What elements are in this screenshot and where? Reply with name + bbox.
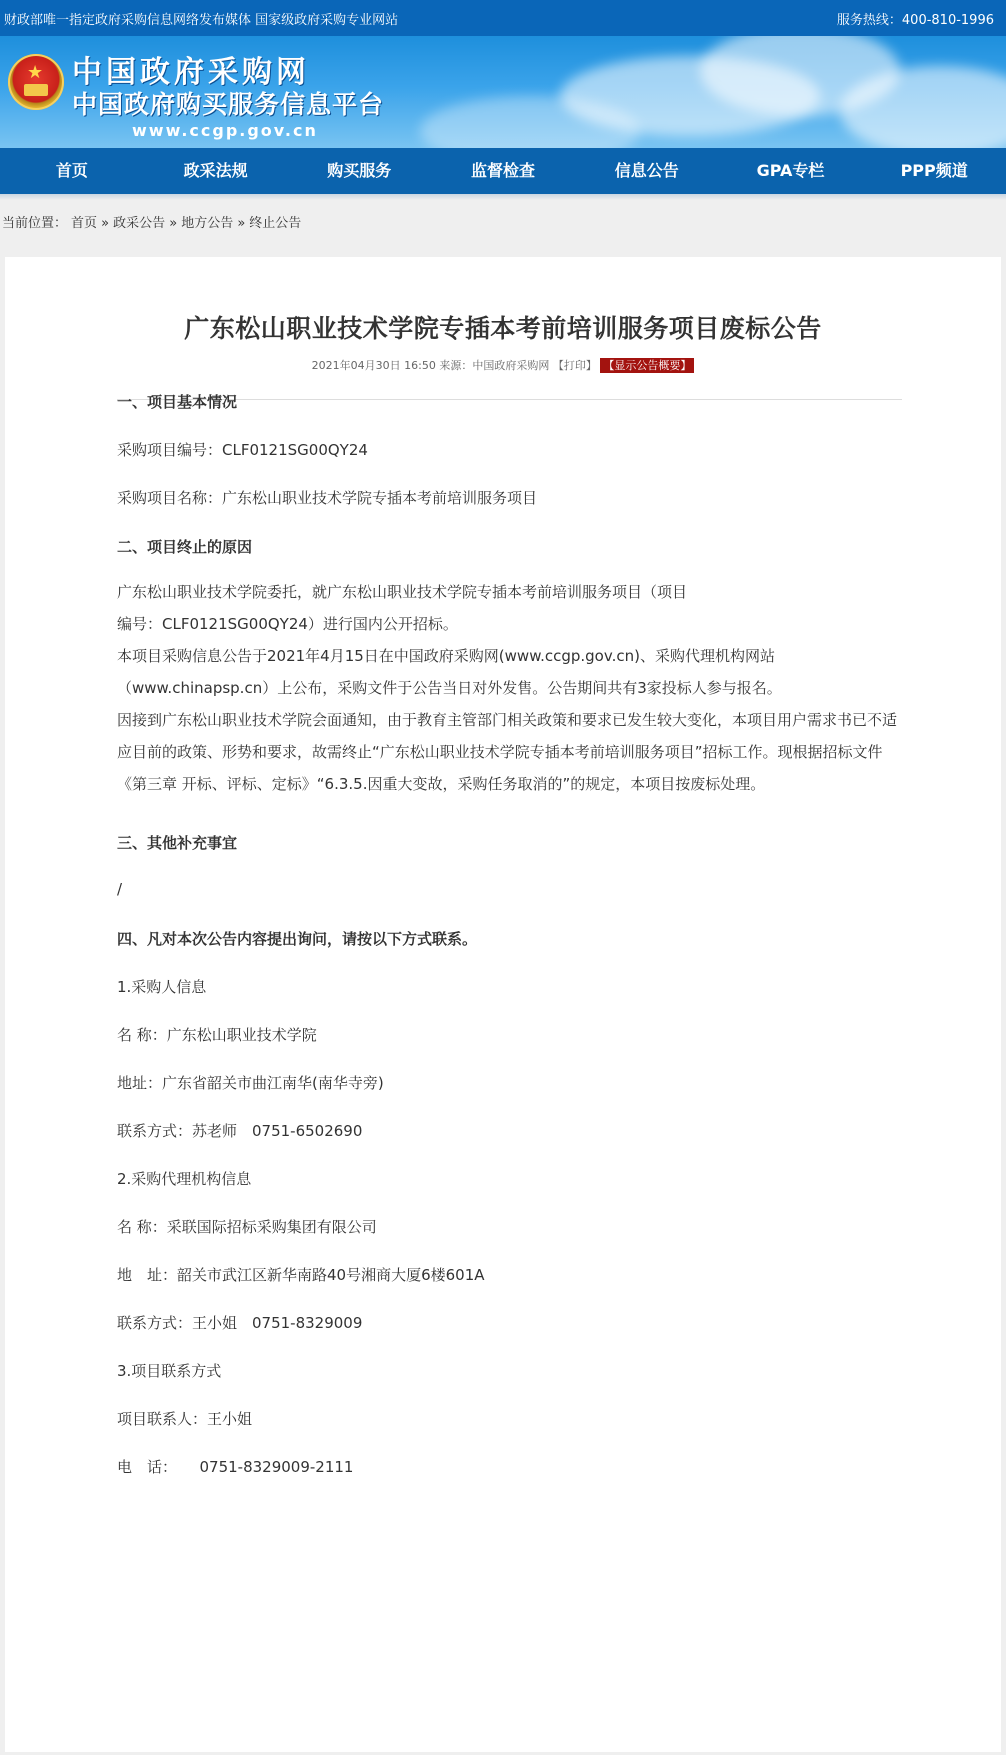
purchaser-heading: 1.采购人信息	[117, 978, 207, 996]
breadcrumb-local[interactable]: 地方公告 »	[181, 215, 246, 231]
logo-subtitle: 中国政府购买服务信息平台	[72, 90, 385, 119]
reason-paragraph-3: 因接到广东松山职业技术学院会面通知，由于教育主管部门相关政策和要求已发生较大变化，本项目用户需求书已不适应目前的政策、形势和要求，故需终止“广东松山职业技术学院专插本考前培训服务项目”招标工作。现根据招标文件《第三章 开标、评标、定标》“6.3.5.因重大变故，采购任务取消的”的规定，本项目按废标处理。	[117, 711, 898, 793]
section-heading-3: 三、其他补充事宜	[117, 834, 238, 852]
purchaser-name: 名 称：广东松山职业技术学院	[117, 1026, 317, 1044]
agency-contact: 联系方式：王小姐 0751-8329009	[117, 1314, 363, 1332]
hotline: 服务热线：400-810-1996	[836, 12, 994, 28]
section-heading-4: 四、凡对本次公告内容提出询问，请按以下方式联系。	[117, 930, 478, 948]
main-nav	[0, 148, 1006, 194]
breadcrumb-prefix: 当前位置：	[2, 215, 68, 231]
supplement-text: /	[117, 880, 123, 898]
agency-address: 地 址：韶关市武江区新华南路40号湘商大厦6楼601A	[117, 1266, 485, 1284]
nav-ppp[interactable]: PPP频道	[900, 161, 968, 180]
page-title: 广东松山职业技术学院专插本考前培训服务项目废标公告	[184, 314, 822, 343]
breadcrumb-termination[interactable]: 终止公告	[249, 215, 302, 231]
nav-home[interactable]: 首页	[55, 161, 88, 180]
project-contact-heading: 3.项目联系方式	[117, 1362, 222, 1380]
section-heading-2: 二、项目终止的原因	[117, 538, 253, 556]
purchaser-contact: 联系方式：苏老师 0751-6502690	[117, 1122, 363, 1140]
site-logo[interactable]	[72, 56, 384, 142]
project-contact-phone: 电 话： 0751-8329009-2111	[117, 1458, 354, 1476]
project-code: 采购项目编号：CLF0121SG00QY24	[117, 441, 368, 459]
national-emblem-icon[interactable]: ★	[8, 54, 64, 110]
purchaser-address: 地址：广东省韶关市曲江南华(南华寺旁)	[117, 1074, 384, 1092]
article-meta	[5, 357, 1001, 373]
nav-announcements[interactable]: 信息公告	[614, 161, 679, 180]
project-contact-person: 项目联系人：王小姐	[117, 1410, 253, 1428]
agency-heading: 2.采购代理机构信息	[117, 1170, 252, 1188]
breadcrumb	[0, 204, 1006, 238]
show-summary-button[interactable]: 【显示公告概要】	[600, 358, 694, 373]
nav-purchase-services[interactable]: 购买服务	[327, 161, 392, 180]
site-slogan: 财政部唯一指定政府采购信息网络发布媒体 国家级政府采购专业网站	[4, 12, 399, 28]
project-name: 采购项目名称：广东松山职业技术学院专插本考前培训服务项目	[117, 489, 538, 507]
nav-shadow	[0, 194, 1006, 200]
header-banner	[0, 36, 1006, 148]
top-info-bar	[0, 0, 1006, 36]
logo-title: 中国政府采购网	[72, 55, 310, 90]
reason-paragraph-1: 广东松山职业技术学院委托，就广东松山职业技术学院专插本考前培训服务项目（项目编号：CLF0121SG00QY24）进行国内公开招标。	[117, 583, 688, 633]
nav-gpa[interactable]: GPA专栏	[756, 161, 825, 180]
nav-regulations[interactable]: 政采法规	[183, 161, 248, 180]
reason-paragraph-2: 本项目采购信息公告于2021年4月15日在中国政府采购网(www.ccgp.gov.cn)、采购代理机构网站（www.chinapsp.cn）上公布，采购文件于公告当日对外发售。公告期间共有3家投标人参与报名。	[117, 647, 782, 697]
nav-supervision[interactable]: 监督检查	[471, 161, 536, 180]
section-heading-1: 一、项目基本情况	[117, 393, 238, 411]
agency-name: 名 称：采联国际招标采购集团有限公司	[117, 1218, 377, 1236]
breadcrumb-announcements[interactable]: 政采公告 »	[113, 215, 178, 231]
breadcrumb-home[interactable]: 首页 »	[71, 215, 110, 231]
logo-url: www.ccgp.gov.cn	[132, 121, 318, 140]
article-date-source: 2021年04月30日 16:50 来源：中国政府采购网 【打印】	[311, 359, 597, 372]
article-panel	[5, 257, 1001, 1752]
